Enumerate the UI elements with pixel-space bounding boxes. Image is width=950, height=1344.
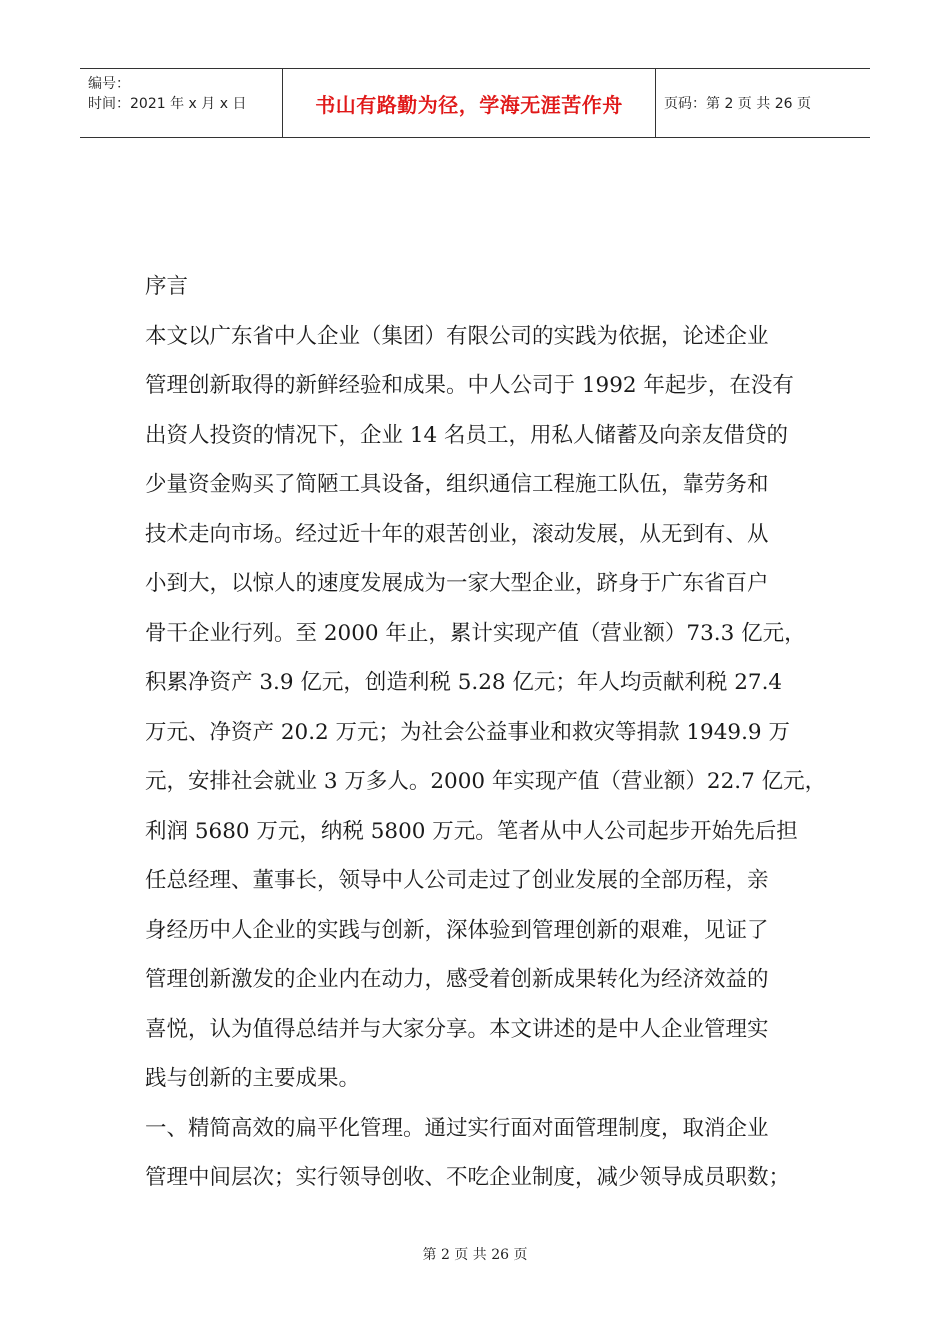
body-line: 管理创新激发的企业内在动力，感受着创新成果转化为经济效益的 bbox=[145, 967, 769, 992]
body-line: 元，安排社会就业 3 万多人。2000 年实现产值（营业额）22.7 亿元， bbox=[145, 769, 827, 794]
body-line: 技术走向市场。经过近十年的艰苦创业，滚动发展，从无到有、从 bbox=[145, 521, 769, 547]
body-line: 任总经理、董事长，领导中人公司走过了创业发展的全部历程，亲 bbox=[145, 868, 769, 893]
body-line: 少量资金购买了简陋工具设备，组织通信工程施工队伍，靠劳务和 bbox=[145, 472, 769, 497]
page-footer: 第 2 页 共 26 页 bbox=[422, 1247, 528, 1263]
document-body bbox=[145, 262, 825, 1203]
header-motto: 书山有路勤为径，学海无涯苦作舟 bbox=[315, 92, 623, 117]
body-line: 骨干企业行列。至 2000 年止，累计实现产值（营业额）73.3 亿元， bbox=[145, 620, 806, 646]
page-header bbox=[80, 68, 870, 138]
body-line: 本文以广东省中人企业（集团）有限公司的实践为依据，论述企业 bbox=[145, 323, 769, 349]
body-line: 积累净资产 3.9 亿元，创造利税 5.28 亿元；年人均贡献利税 27.4 bbox=[145, 670, 783, 695]
header-middle-cell bbox=[283, 69, 656, 137]
header-left-cell bbox=[80, 69, 283, 137]
body-line: 管理创新取得的新鲜经验和成果。中人公司于 1992 年起步，在没有 bbox=[145, 373, 794, 398]
body-line: 利润 5680 万元，纳税 5800 万元。笔者从中人公司起步开始先后担 bbox=[145, 818, 798, 844]
body-line: 践与创新的主要成果。 bbox=[145, 1066, 361, 1091]
body-line: 万元、净资产 20.2 万元；为社会公益事业和救灾等捐款 1949.9 万 bbox=[145, 719, 790, 745]
body-line: 管理中间层次；实行领导创收、不吃企业制度，减少领导成员职数； bbox=[145, 1165, 791, 1190]
body-line: 一、精简高效的扁平化管理。通过实行面对面管理制度，取消企业 bbox=[145, 1115, 769, 1141]
header-page-label: 页码：第 2 页 共 26 页 bbox=[664, 96, 811, 112]
body-line: 身经历中人企业的实践与创新，深体验到管理创新的艰难，见证了 bbox=[145, 917, 769, 943]
header-right-cell bbox=[656, 69, 870, 137]
section-title: 序言 bbox=[145, 274, 189, 299]
body-line: 出资人投资的情况下，企业 14 名员工，用私人储蓄及向亲友借贷的 bbox=[145, 422, 789, 448]
body-line: 小到大，以惊人的速度发展成为一家大型企业，跻身于广东省百户 bbox=[145, 571, 769, 596]
body-line: 喜悦，认为值得总结并与大家分享。本文讲述的是中人企业管理实 bbox=[145, 1016, 769, 1042]
document-number-label: 编号： bbox=[88, 76, 130, 92]
document-date-label: 时间：2021 年 x 月 x 日 bbox=[88, 96, 247, 112]
